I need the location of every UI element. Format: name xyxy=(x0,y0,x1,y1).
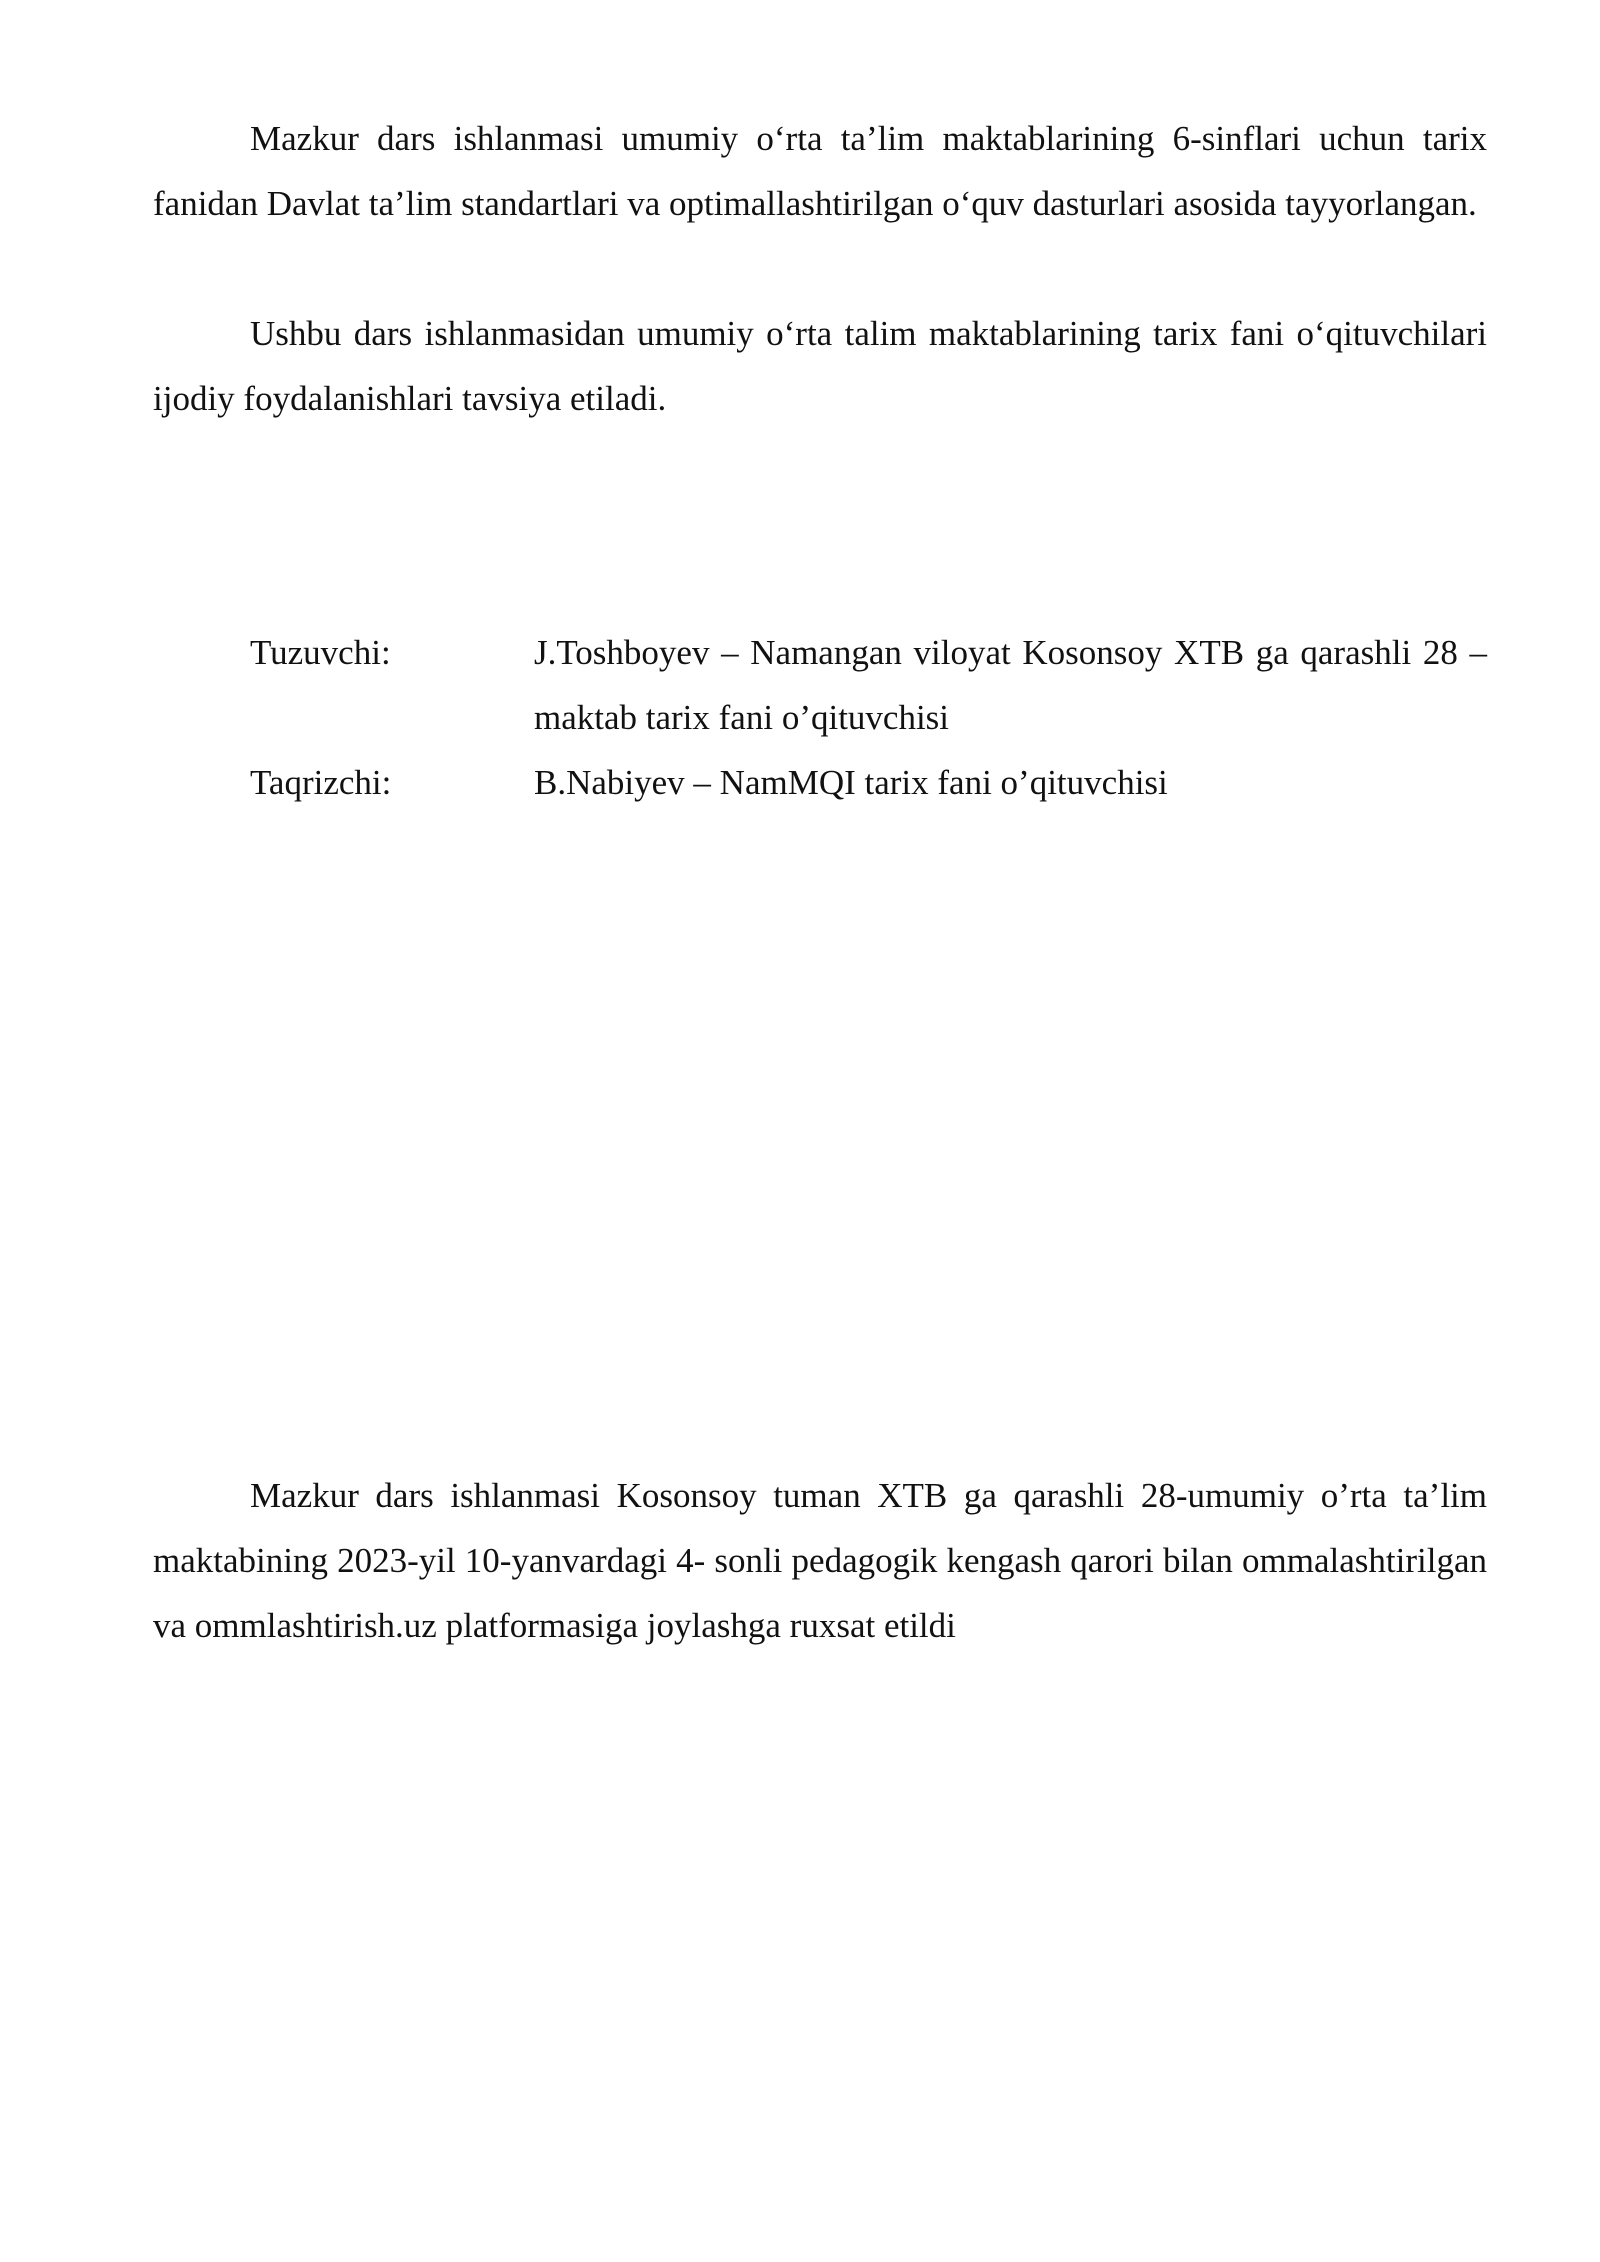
credits-block xyxy=(250,620,1487,815)
recommendation-paragraph: Ushbu dars ishlanmasidan umumiy o‘rta talim maktablarining tarix fani o‘qituvchilari ijodiy foydalanishlari tavsiya etiladi. xyxy=(153,314,1487,418)
credit-row-compiler xyxy=(250,620,1487,750)
reviewer-value: B.Nabiyev – NamMQI tarix fani o’qituvchisi xyxy=(534,763,1168,802)
compiler-label: Tuzuvchi: xyxy=(250,633,391,672)
reviewer-label: Taqrizchi: xyxy=(250,763,392,802)
credit-row-reviewer xyxy=(250,750,1487,815)
intro-paragraph: Mazkur dars ishlanmasi umumiy o‘rta ta’lim maktablarining 6-sinflari uchun tarix fanidan Davlat ta’lim standartlari va optimallashtirilgan o‘quv dasturlari asosida tayyorlangan. xyxy=(153,119,1487,223)
compiler-value: J.Toshboyev – Namangan viloyat Kosonsoy XTB ga qarashli 28 –maktab tarix fani o’qituvchisi xyxy=(534,633,1487,737)
approval-paragraph: Mazkur dars ishlanmasi Kosonsoy tuman XTB ga qarashli 28-umumiy o’rta ta’lim maktabining 2023-yil 10-yanvardagi 4- sonli pedagogik kengash qarori bilan ommalashtirilgan va ommlashtirish.uz platformasiga joylashga ruxsat etildi xyxy=(153,1476,1487,1645)
